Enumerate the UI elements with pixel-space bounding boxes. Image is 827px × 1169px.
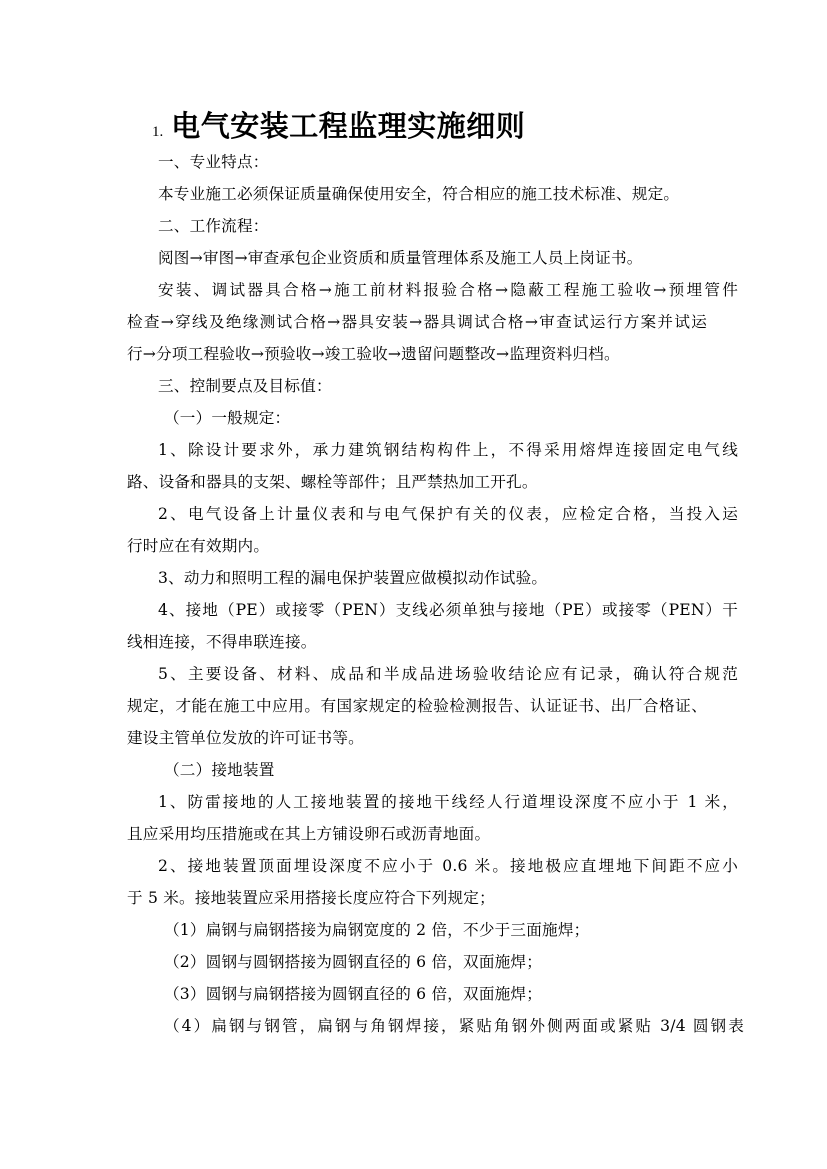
paragraph-line: 3、动力和照明工程的漏电保护装置应做模拟动作试验。 — [158, 569, 548, 587]
paragraph-line: 路、设备和器具的支架、螺栓等部件；且严禁热加工开孔。 — [127, 473, 538, 491]
paragraph-line: 5、主要设备、材料、成品和半成品进场验收结论应有记录，确认符合规范 — [158, 665, 738, 683]
paragraph-line: 行时应在有效期内。 — [127, 537, 270, 555]
paragraph-line: 线相连接，不得串联连接。 — [127, 633, 317, 651]
list-item: （4）扁钢与钢管，扁钢与角钢焊接，紧贴角钢外侧两面或紧贴 3/4 圆钢表 — [164, 1017, 744, 1035]
paragraph-line: 本专业施工必须保证质量确保使用安全，符合相应的施工技术标准、规定。 — [158, 185, 680, 203]
document-title — [152, 104, 525, 145]
paragraph-line: 安装、调试器具合格→施工前材料报验合格→隐蔽工程施工验收→预埋管件 — [158, 281, 738, 299]
paragraph-line: 于 5 米。接地装置应采用搭接长度应符合下列规定； — [127, 889, 495, 907]
paragraph-line: 且应采用均压措施或在其上方铺设卵石或沥青地面。 — [127, 825, 491, 843]
paragraph-line: 规定，才能在施工中应用。有国家规定的检验检测报告、认证证书、出厂合格证、 — [127, 697, 707, 715]
subsection-heading: （二）接地装置 — [164, 761, 275, 779]
list-item: （2）圆钢与圆钢搭接为圆钢直径的 6 倍，双面施焊； — [164, 953, 543, 971]
paragraph-line: 2、接地装置顶面埋设深度不应小于 0.6 米。接地极应直埋地下间距不应小 — [158, 857, 738, 875]
paragraph-line: 检查→穿线及绝缘测试合格→器具安装→器具调试合格→审查试运行方案并试运 — [127, 313, 707, 331]
paragraph-line: 1、除设计要求外，承力建筑钢结构构件上，不得采用熔焊连接固定电气线 — [158, 441, 738, 459]
section-heading: 一、专业特点： — [158, 153, 269, 171]
paragraph-line: 2、电气设备上计量仪表和与电气保护有关的仪表，应检定合格，当投入运 — [158, 505, 738, 523]
title-text: 电气安装工程监理实施细则 — [171, 109, 526, 143]
section-heading: 二、工作流程： — [158, 217, 269, 235]
subsection-heading: （一）一般规定： — [164, 409, 291, 427]
list-item: （1）扁钢与扁钢搭接为扁钢宽度的 2 倍，不少于三面施焊； — [164, 921, 590, 939]
section-heading: 三、控制要点及目标值： — [158, 377, 332, 395]
list-item: （3）圆钢与扁钢搭接为圆钢直径的 6 倍，双面施焊； — [164, 985, 543, 1003]
paragraph-line: 建设主管单位发放的许可证书等。 — [127, 729, 364, 747]
paragraph-line: 1、防雷接地的人工接地装置的接地干线经人行道埋设深度不应小于 1 米， — [158, 793, 738, 811]
paragraph-line: 行→分项工程验收→预验收→竣工验收→遗留问题整改→监理资料归档。 — [127, 345, 620, 363]
title-number: 1. — [152, 124, 164, 140]
paragraph-line: 阅图→审图→审查承包企业资质和质量管理体系及施工人员上岗证书。 — [158, 249, 643, 267]
paragraph-line: 4、接地（PE）或接零（PEN）支线必须单独与接地（PE）或接零（PEN）干 — [158, 601, 738, 619]
